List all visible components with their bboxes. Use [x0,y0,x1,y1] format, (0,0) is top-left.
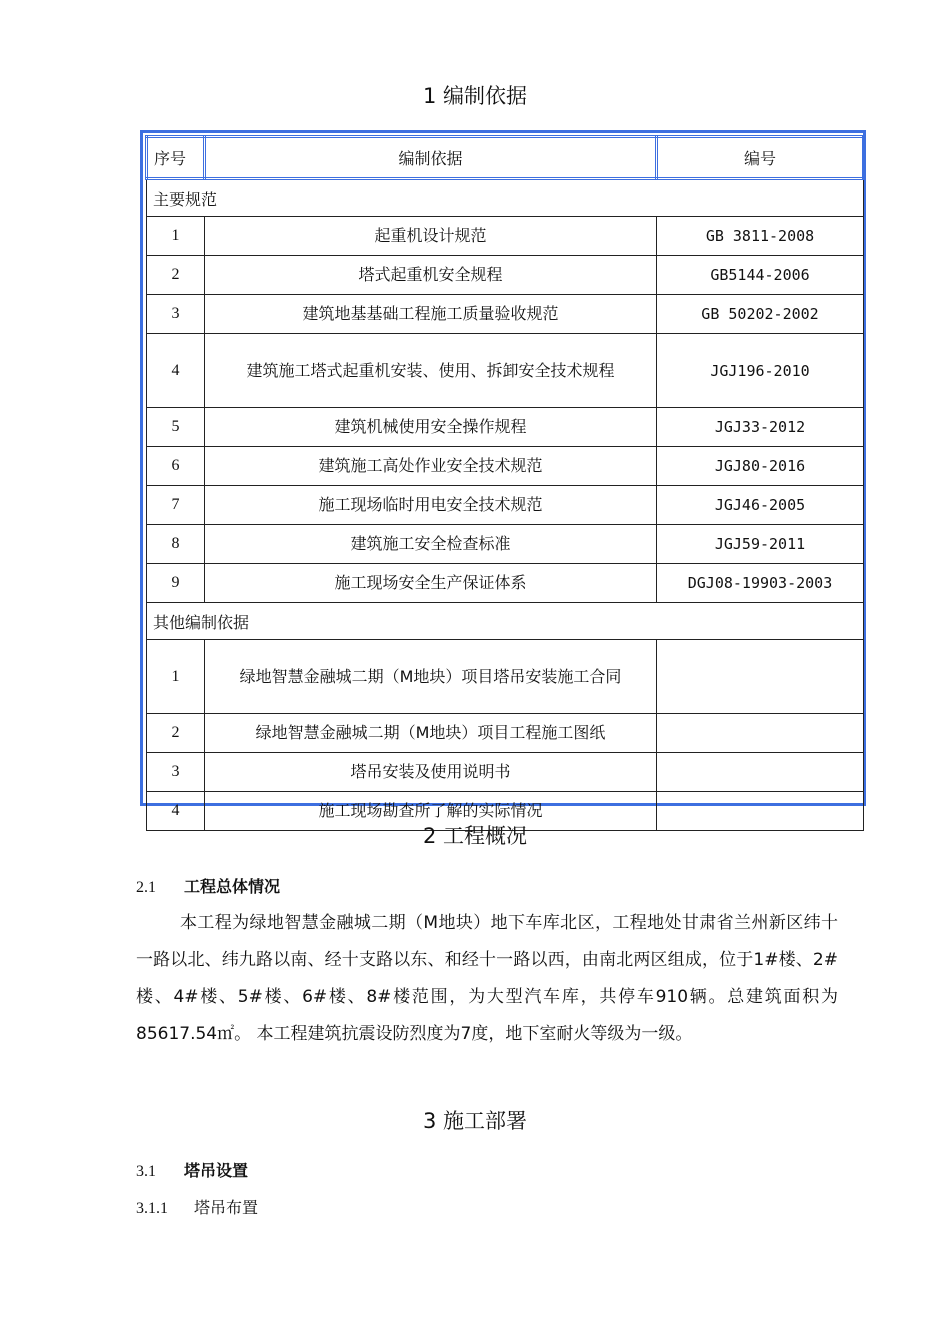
table-row [147,486,864,525]
table-row [147,334,864,408]
row-name: 建筑施工安全检查标准 [205,525,657,564]
row-no: 5 [147,408,205,447]
table-row [147,295,864,334]
group-row [147,603,864,640]
row-code: GB 3811-2008 [657,217,864,256]
row-name: 施工现场临时用电安全技术规范 [205,486,657,525]
group-row [147,179,864,217]
row-name: 建筑施工高处作业安全技术规范 [205,447,657,486]
row-code: GB5144-2006 [657,256,864,295]
row-no: 6 [147,447,205,486]
table-row [147,525,864,564]
basis-table [145,135,865,831]
row-name: 建筑地基基础工程施工质量验收规范 [205,295,657,334]
table-row [147,256,864,295]
subsection-title: 塔吊设置 [184,1161,249,1180]
project-overview-paragraph: 本工程为绿地智慧金融城二期（M地块）地下车库北区，工程地处甘肃省兰州新区纬十一路以北、纬九路以南、经十支路以东、和经十一路以西，由南北两区组成，位于1#楼、2#楼、4#楼、5#楼、6#楼、8#楼范围，为大型汽车库，共停车910辆。总建筑面积为85617.54㎡。 本工程建筑抗震设防烈度为7度，地下室耐火等级为一级。 [136,913,838,1044]
row-no: 7 [147,486,205,525]
row-no: 3 [147,753,205,792]
row-name: 塔吊安装及使用说明书 [205,753,657,792]
subsection-number: 3.1 [136,1163,156,1180]
table-row [147,564,864,603]
row-no: 2 [147,714,205,753]
section-2-title: 2 工程概况 [422,824,528,848]
row-no: 8 [147,525,205,564]
row-no: 1 [147,640,205,714]
row-name: 塔式起重机安全规程 [205,256,657,295]
row-code: DGJ08-19903-2003 [657,564,864,603]
row-no: 4 [147,792,205,831]
row-no: 1 [147,217,205,256]
subsection-number: 2.1 [136,879,156,896]
header-code: 编号 [657,137,864,179]
header-basis: 编制依据 [205,137,657,179]
table-row [147,447,864,486]
row-no: 9 [147,564,205,603]
row-name: 绿地智慧金融城二期（M地块）项目工程施工图纸 [205,714,657,753]
row-no: 4 [147,334,205,408]
subsection-number: 3.1.1 [136,1200,168,1217]
header-no: 序号 [147,137,205,179]
row-name: 施工现场安全生产保证体系 [205,564,657,603]
row-name: 建筑施工塔式起重机安装、使用、拆卸安全技术规程 [205,334,657,408]
subsection-3-1 [136,1158,248,1181]
section-1-title: 1 编制依据 [422,84,528,108]
row-code: JGJ33-2012 [657,408,864,447]
row-code: JGJ196-2010 [657,334,864,408]
row-code: JGJ80-2016 [657,447,864,486]
table-row [147,714,864,753]
subsection-3-1-1 [136,1195,258,1218]
group-main-specs: 主要规范 [147,179,864,217]
group-other-basis: 其他编制依据 [147,603,864,640]
row-code [657,640,864,714]
subsection-title: 塔吊布置 [194,1198,259,1217]
table-row [147,408,864,447]
row-name: 施工现场勘查所了解的实际情况 [205,792,657,831]
subsection-title: 工程总体情况 [184,877,281,896]
row-code [657,714,864,753]
row-name: 起重机设计规范 [205,217,657,256]
table-header-row [147,137,864,179]
row-no: 3 [147,295,205,334]
table-row [147,753,864,792]
row-no: 2 [147,256,205,295]
section-3-title: 3 施工部署 [422,1109,528,1133]
subsection-2-1 [136,874,280,897]
table-row [147,217,864,256]
row-code: JGJ59-2011 [657,525,864,564]
row-name: 绿地智慧金融城二期（M地块）项目塔吊安装施工合同 [205,640,657,714]
table-row [147,640,864,714]
row-code: GB 50202-2002 [657,295,864,334]
row-code: JGJ46-2005 [657,486,864,525]
row-name: 建筑机械使用安全操作规程 [205,408,657,447]
row-code [657,753,864,792]
